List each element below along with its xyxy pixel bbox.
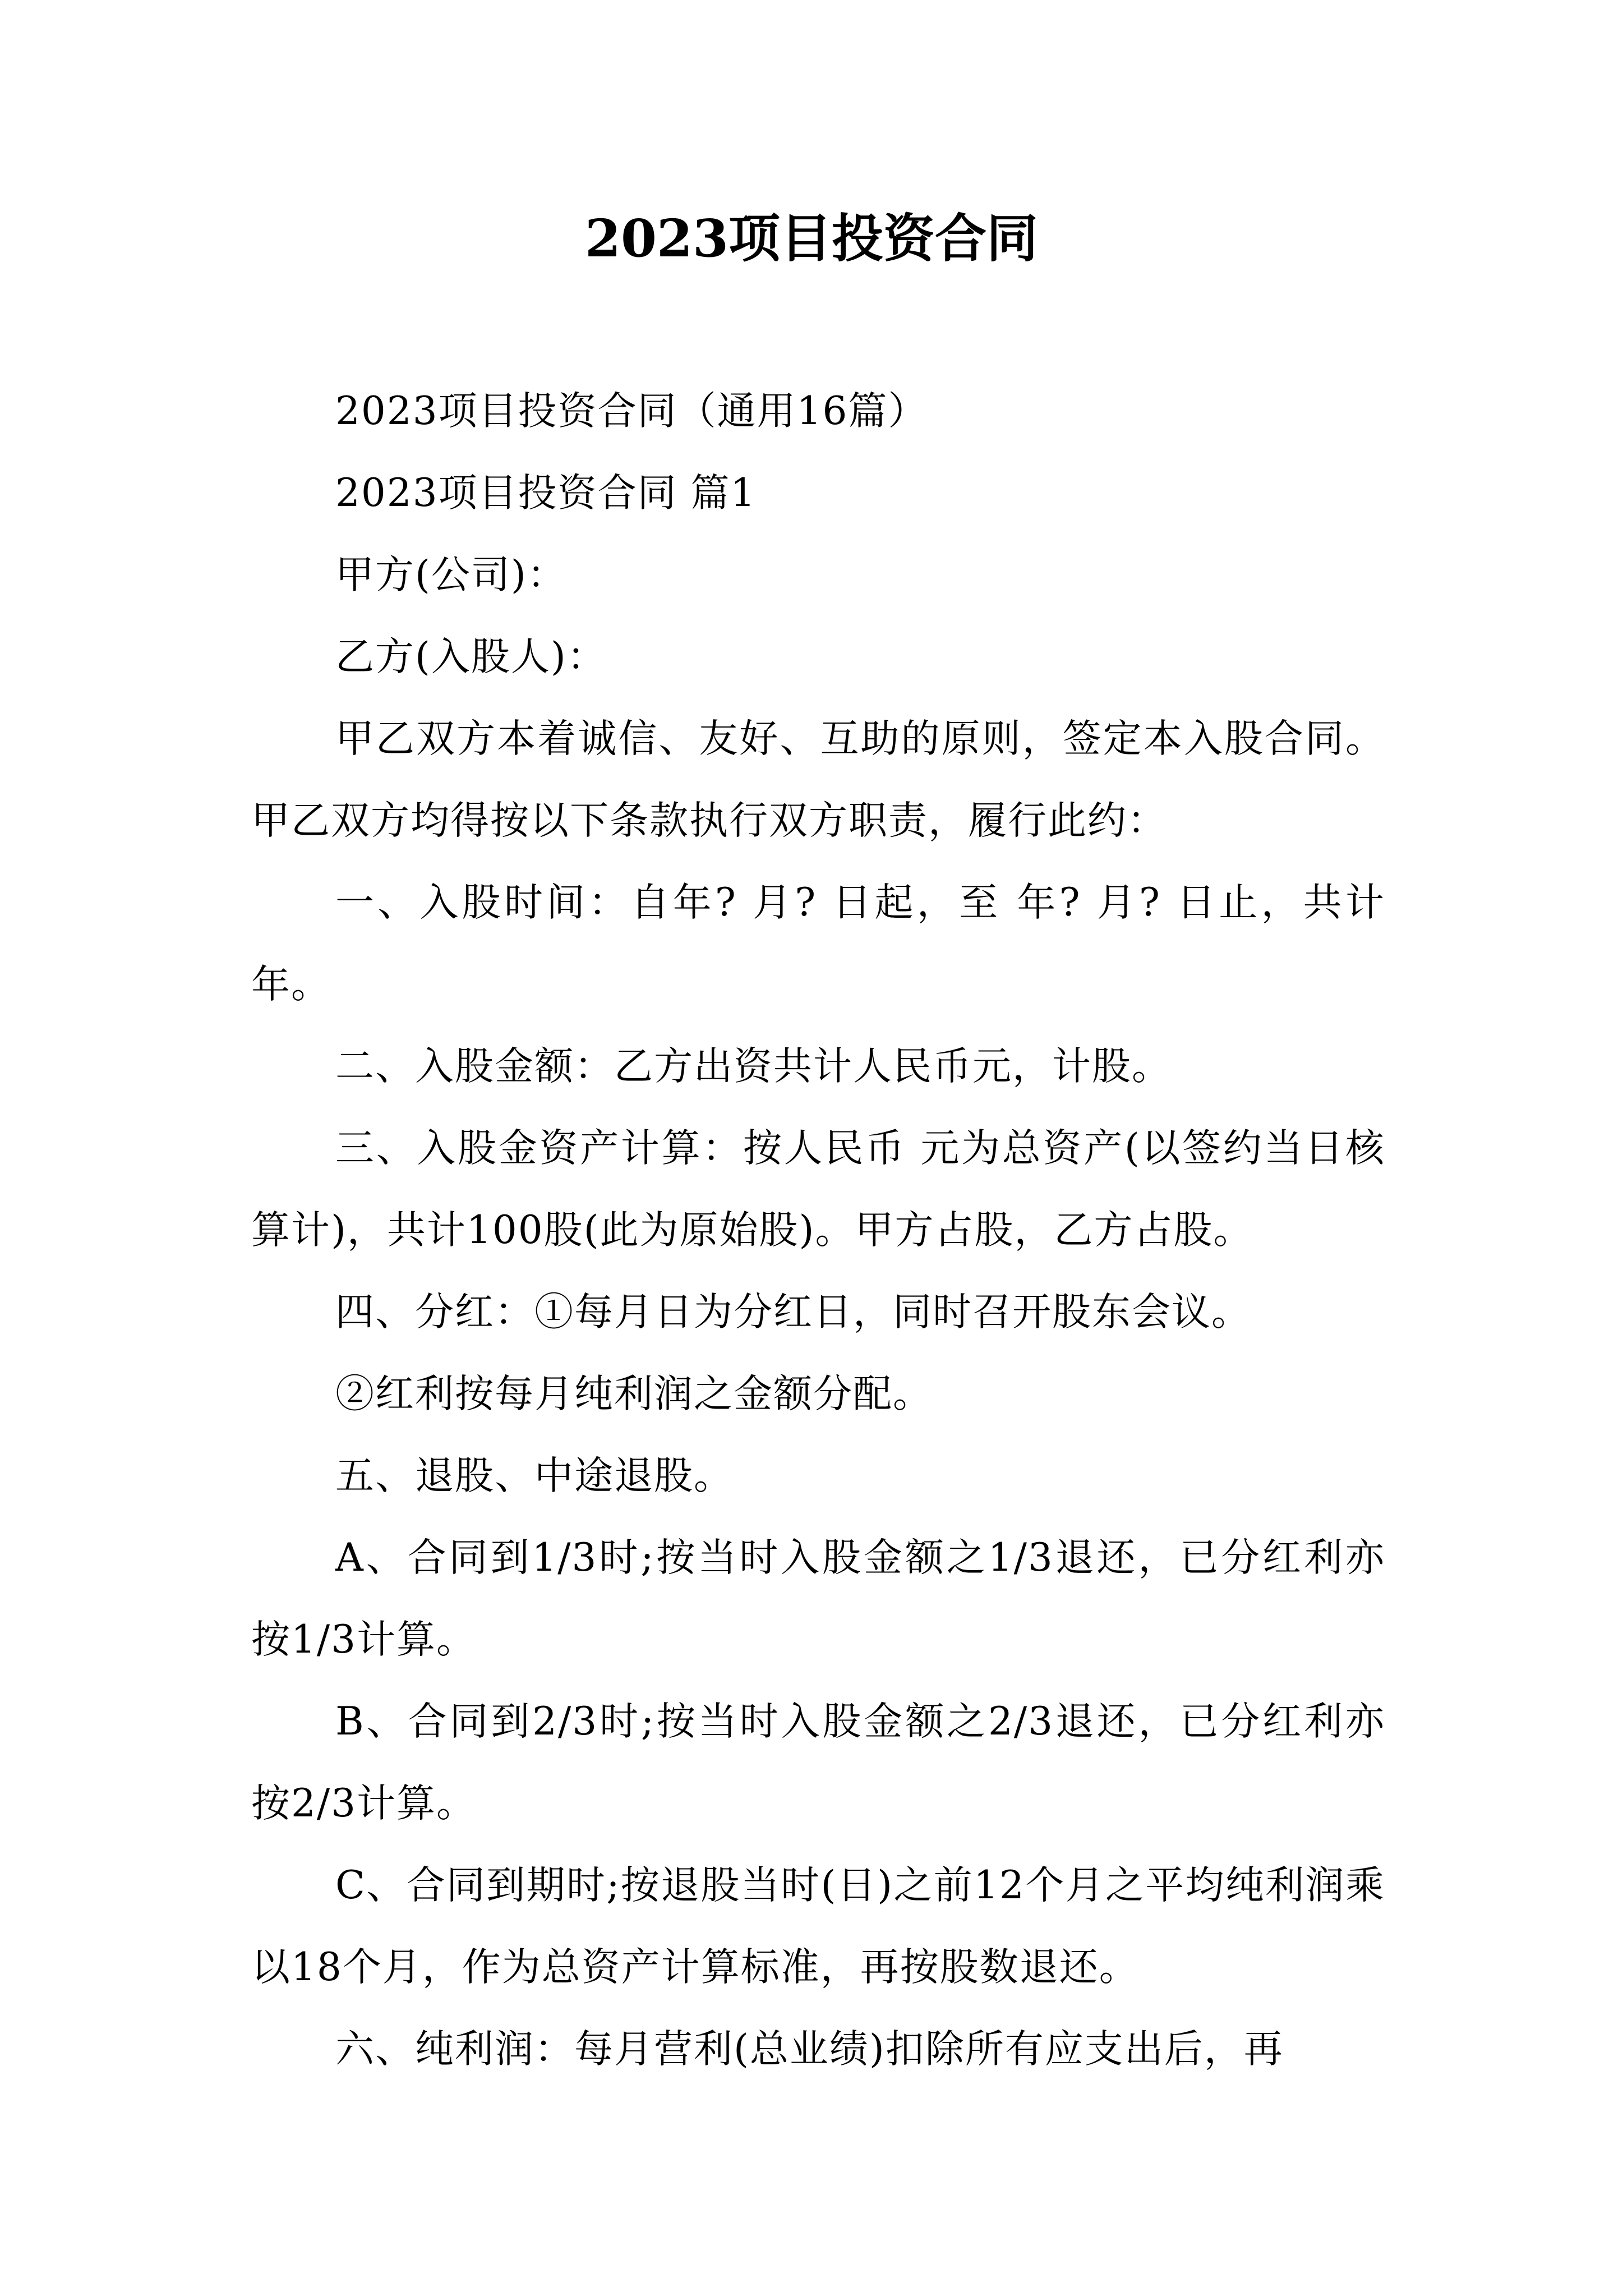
document-title: 2023项目投资合同 [584, 208, 1039, 269]
paragraph: 一、入股时间：自年? 月? 日起，至 年? 月? 日止，共计 年。 [251, 880, 1385, 1007]
paragraph: 甲乙双方本着诚信、友好、互助的原则，签定本入股合同。甲乙双方均得按以下条款执行双方职责，履行此约： [251, 716, 1385, 843]
paragraph: B、合同到2/3时;按当时入股金额之2/3退还，已分红利亦按2/3计算。 [251, 1699, 1385, 1826]
paragraph: 乙方(入股人)： [335, 634, 607, 679]
paragraph: 五、退股、中途退股。 [335, 1453, 734, 1498]
paragraph: 2023项目投资合同（通用16篇） [335, 389, 928, 434]
paragraph: 四、分红：①每月日为分红日，同时召开股东会议。 [335, 1290, 1251, 1335]
paragraph: ②红利按每月纯利润之金额分配。 [335, 1372, 933, 1416]
paragraph: 2023项目投资合同 篇1 [335, 471, 757, 516]
paragraph: A、合同到1/3时;按当时入股金额之1/3退还，已分红利亦按1/3计算。 [251, 1535, 1385, 1662]
paragraph: 甲方(公司)： [335, 553, 567, 597]
paragraph: 三、入股金资产计算：按人民币 元为总资产(以签约当日核算计)，共计100股(此为原始股)。甲方占股，乙方占股。 [251, 1126, 1385, 1253]
paragraph: 六、纯利润：每月营利(总业绩)扣除所有应支出后，再 [335, 2027, 1284, 2072]
paragraph: C、合同到期时;按退股当时(日)之前12个月之平均纯利润乘以18个月，作为总资产计算标准，再按股数退还。 [251, 1863, 1385, 1990]
document-body [251, 370, 1385, 2090]
paragraph: 二、入股金额：乙方出资共计人民币元，计股。 [335, 1044, 1172, 1089]
